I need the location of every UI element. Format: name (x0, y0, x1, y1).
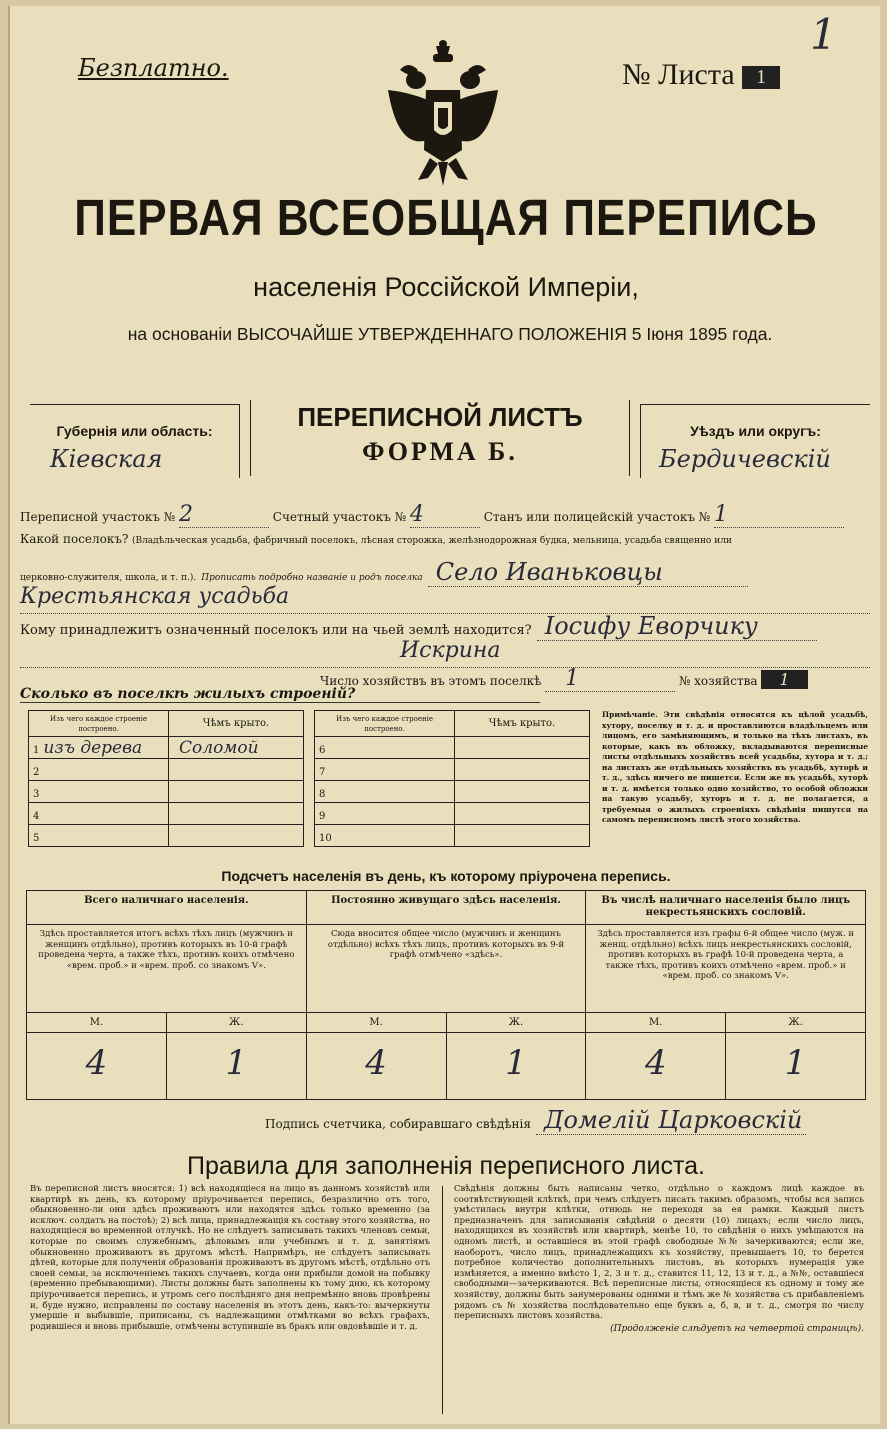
owner-row (20, 612, 870, 641)
population-column (27, 891, 306, 1099)
owner-value-1: Іосифу Еворчику (537, 612, 817, 641)
police-label: Станъ или полицейскій участокъ № (483, 510, 711, 524)
settlement-hint: (Владѣльческая усадьба, фабричный поселокъ, лѣсная сторожка, желѣзнодорожная будка, мельница, усадьба священно или (131, 536, 732, 546)
sheet-number (622, 58, 780, 92)
province-value: Кіевская (50, 445, 163, 473)
rules-divider (442, 1186, 443, 1414)
page-title: ПЕРВАЯ ВСЕОБЩАЯ ПЕРЕПИСЬ (74, 190, 818, 247)
building-material-cell (29, 759, 169, 781)
building-roof-cell (455, 803, 590, 825)
settlement-row-2 (20, 558, 870, 587)
buildings-label: Сколько въ поселкѣ жилыхъ строеній? (20, 686, 540, 703)
col-material-header-2: Изъ чего каждое строеніе построено. (315, 711, 455, 737)
building-roof-cell (455, 759, 590, 781)
population-table (26, 890, 866, 1100)
signature-label: Подпись счетчика, собиравшаго свѣдѣнія (265, 1117, 531, 1131)
imperial-emblem-icon (378, 40, 508, 190)
page-subtitle: населенія Россійской Имперіи, (253, 272, 639, 302)
note-text: Эти свѣдѣнія относятся къ цѣлой усадьбѣ, хутору, поселку и т. д. и проставляются владѣльцемъ или лицомъ, его замѣняющимъ, и только на тѣхъ листахъ, въ которые, какъ въ обложку, вкладываются переписные листы отдѣльныхъ хозяйствъ всей усадьбы, хутора и т. д.; на листахъ же отдѣльныхъ хозяйствъ въ усадьбѣ, хуторѣ и т. д., здѣсь ничего не пишется. Если же въ усадьбѣ, хуторѣ и т. д. имѣется только одно хозяйство, то особой обложки на такую усадьбу, хуторъ и т. д. не полагается, а требуемыя о жилыхъ строеніяхъ свѣдѣнія пишутся на самомъ переписномъ листѣ этого хозяйства. (602, 710, 868, 824)
building-number: 7 (319, 767, 326, 778)
building-roof-cell (455, 781, 590, 803)
note-title: Примѣчаніе. (602, 710, 658, 719)
form-title-box (250, 400, 630, 476)
male-label: М. (649, 1017, 663, 1028)
building-row (29, 759, 304, 781)
population-column-title: Въ числѣ наличнаго населенія было лицъ некрестьянскихъ сословій. (586, 891, 865, 925)
settlement-label: Какой поселокъ? (20, 532, 129, 546)
corner-number: 1 (810, 10, 837, 59)
buildings-table-left (28, 710, 304, 847)
female-count: 1 (725, 1033, 865, 1099)
building-roof-cell (455, 737, 590, 759)
population-column (306, 891, 586, 1099)
male-count: 4 (85, 1043, 108, 1083)
count-area-value: 4 (410, 502, 480, 528)
building-material-cell (29, 781, 169, 803)
settlement-value-2: Крестьянская усадьба (20, 584, 870, 614)
note-block (602, 710, 868, 826)
building-roof-cell (169, 759, 304, 781)
form-title: ПЕРЕПИСНОЙ ЛИСТЪ (297, 402, 583, 432)
population-column-desc: Здѣсь проставляется изъ графы 6-й общее число (муж. и женщ. отдѣльно) всѣхъ лицъ некрестьянскихъ сословій, противъ которыхъ въ графѣ 10-й проведена черта, а также тѣхъ, противъ коихъ отмѣчено «врем. проб.» и «врем. проб. со знакомъ V». (586, 925, 865, 1013)
signature-row (265, 1106, 865, 1135)
building-row (29, 781, 304, 803)
district-box (640, 404, 870, 478)
province-box (30, 404, 240, 478)
rules-left: Въ переписной листъ вносятся: 1) всѣ находящіеся на лицо въ данномъ хозяйствѣ или квартирѣ въ день, къ которому пріурочивается перепись, безразлично отъ того, обыкновенно-ли они здѣсь проживаютъ или находятся здѣсь только временно (за исключ. солдатъ на постоѣ); 2) всѣ лица, принадлежащія къ составу этого хозяйства, но находящіеся во временной отлучкѣ. Но не слѣдуетъ записывать такихъ членовъ семьи, которые по своимъ служебнымъ, дѣловымъ или учебнымъ и т. д. занятіямъ обыкновенно проживаютъ въ другомъ мѣстѣ. Напримѣръ, не слѣдуетъ записывать дѣтей, которые для полученія образованія проживаютъ въ другомъ мѣстѣ, отдѣльно отъ своей семьи, за исключеніемъ такихъ случаевъ, когда они прибыли домой на побывку (временно пребывающими). Листы должны быть заполнены къ тому дню, къ которому пріурочивается перепись, и утромъ сего послѣдняго дня непремѣнно вновь провѣрены и, буде нужно, исправлены по составу населенія въ этотъ день, какъ-то: вычеркнуты умершіе и выбывшіе, приписаны, съ надлежащими отмѣтками во всѣхъ графахъ, родившіеся и вновь прибывшіе, отмѣчены вступившіе въ бракъ или овдовѣвшіе и т. д. (30, 1184, 430, 1332)
building-roof-cell (169, 781, 304, 803)
building-material: изъ дерева (43, 737, 143, 758)
population-values (307, 1033, 586, 1099)
free-label: Безплатно. (78, 54, 229, 82)
building-number: 1 (33, 744, 40, 756)
population-column-desc: Здѣсь проставляется итогъ всѣхъ тѣхъ лицъ (мужчинъ и женщинъ отдѣльно), противъ которыхъ въ 10-й графѣ проведена черта, а также тѣхъ, противъ коихъ отмѣчено «врем. проб.» и «врем. проб. со знакомъ V». (27, 925, 306, 1013)
population-heading: Подсчетъ населенія въ день, къ которому пріурочена перепись. (221, 868, 671, 884)
households-label: Число хозяйствъ въ этомъ поселкѣ (320, 674, 542, 688)
rules-continued: (Продолженіе слѣдуетъ на четвертой страницѣ). (610, 1323, 864, 1334)
building-roof-cell (169, 825, 304, 847)
male-count: 4 (365, 1043, 387, 1083)
male-label: М. (369, 1017, 383, 1028)
police-value: 1 (714, 502, 844, 528)
building-number: 4 (33, 810, 40, 822)
building-row (29, 737, 304, 759)
building-roof-cell (455, 825, 590, 847)
building-row (29, 825, 304, 847)
building-roof-cell (169, 803, 304, 825)
building-material-cell (315, 803, 455, 825)
settlement-hint-2: церковно-служителя, школа, и т. п.). (20, 573, 197, 583)
building-row (315, 781, 590, 803)
population-column-title: Постоянно живущаго здѣсь населенія. (307, 891, 586, 925)
building-roof: Соломой (179, 737, 259, 758)
building-material-cell (315, 759, 455, 781)
building-material-cell (315, 825, 455, 847)
population-sex-header (586, 1013, 865, 1033)
building-row (29, 803, 304, 825)
male-count: 4 (644, 1043, 667, 1083)
settlement-row (20, 532, 870, 546)
rules-right: Свѣдѣнія должны быть написаны четко, отдѣльно о каждомъ лицѣ каждое въ соотвѣтствующей клѣткѣ, при чемъ слѣдуетъ писать такимъ образомъ, чтобы вся запись умѣстилась внутри клѣтки, отнюдь не переходя за ея рамки. Каждый листъ предназначенъ для записыванія свѣдѣній о десяти (10) лицахъ; если число лицъ, находящихся въ хозяйствѣ или квартирѣ, менѣе 10, то свѣдѣнія о нихъ умѣщаются на одномъ листѣ, и оставшіеся въ этой графѣ свободные №№ зачеркиваются; если же, наоборотъ, число лицъ, принадлежащихъ къ хозяйству, превышаетъ 10, то берется потребное количество дополнительныхъ листовъ, въ которыхъ нумерація уже измѣняется, а именно вмѣсто 1, 2, 3 и т. д., ставится 11, 12, 13 и т. д., а №№, оставшіеся свободными—зачеркиваются. Всѣ переписные листы, относящіеся къ одному и тому же хозяйству, должны быть занумерованы одними и тѣмъ же № хозяйства съ прибавленіемъ рядомъ съ № хозяйства послѣдовательно еще буквъ а, б, в, и т. д., смотря по числу переписныхъ листовъ хозяйства. (454, 1184, 864, 1322)
female-label: Ж. (725, 1013, 865, 1032)
sheet-label: № Листа (622, 58, 735, 91)
population-column-desc: Сюда вносится общее число (мужчинъ и женщинъ отдѣльно) всѣхъ тѣхъ лицъ, противъ которыхъ въ 9-й графѣ отмѣчено «здѣсь». (307, 925, 586, 1013)
building-material-cell (29, 737, 169, 759)
building-row (315, 803, 590, 825)
census-area-label: Переписной участокъ № (20, 510, 176, 524)
census-form-page (8, 6, 880, 1424)
col-material-header: Изъ чего каждое строеніе построено. (29, 711, 169, 737)
building-roof-cell (169, 737, 304, 759)
signature-value: Домелій Царковскій (536, 1106, 806, 1135)
building-material-cell (29, 825, 169, 847)
population-values (586, 1033, 865, 1099)
owner-value-2: Искрина (20, 638, 870, 668)
building-material-cell (315, 781, 455, 803)
province-label: Губернія или область: (56, 423, 213, 439)
female-label: Ж. (446, 1013, 586, 1032)
district-value: Бердичевскій (659, 445, 831, 473)
population-sex-header (307, 1013, 586, 1033)
building-number: 10 (319, 833, 332, 844)
building-material-cell (29, 803, 169, 825)
building-number: 8 (319, 789, 326, 800)
legal-basis: на основаніи ВЫСОЧАЙШЕ УТВЕРЖДЕННАГО ПОЛОЖЕНІЯ 5 Іюня 1895 года. (127, 324, 773, 344)
female-count: 1 (446, 1033, 586, 1099)
form-subtitle: ФОРМА Б. (362, 437, 518, 466)
population-column-title: Всего наличнаго населенія. (27, 891, 306, 925)
female-count: 1 (166, 1033, 306, 1099)
population-sex-header (27, 1013, 306, 1033)
count-area-label: Счетный участокъ № (272, 510, 407, 524)
building-number: 9 (319, 811, 326, 822)
building-row (315, 825, 590, 847)
building-row (315, 759, 590, 781)
building-number: 5 (33, 832, 40, 844)
female-label: Ж. (166, 1013, 306, 1032)
household-no-value: 1 (761, 670, 807, 689)
population-values (27, 1033, 306, 1099)
building-material-cell (315, 737, 455, 759)
building-number: 6 (319, 745, 326, 756)
census-area-value: 2 (179, 502, 269, 528)
building-number: 3 (33, 788, 40, 800)
district-label: Уѣздъ или округъ: (690, 423, 821, 439)
settlement-value-1: Село Иваньковцы (428, 558, 748, 587)
settlement-instruction: Прописать подробно названіе и родъ поселка (201, 573, 423, 583)
population-column (585, 891, 865, 1099)
owner-label: Кому принадлежитъ означенный поселокъ или на чьей землѣ находится? (20, 623, 532, 638)
rules-right-wrap (454, 1184, 864, 1416)
col-roof-header-2: Чѣмъ крыто. (455, 711, 590, 737)
building-number: 2 (33, 766, 40, 778)
rules-title: Правила для заполненія переписного листа. (187, 1152, 705, 1180)
col-roof-header: Чѣмъ крыто. (169, 711, 304, 737)
sheet-value: 1 (742, 66, 780, 89)
census-area-row (20, 502, 870, 528)
male-label: М. (89, 1017, 104, 1028)
household-no-label: № хозяйства (678, 674, 758, 688)
households-value: 1 (545, 666, 675, 692)
building-row (315, 737, 590, 759)
buildings-table-right (314, 710, 590, 847)
